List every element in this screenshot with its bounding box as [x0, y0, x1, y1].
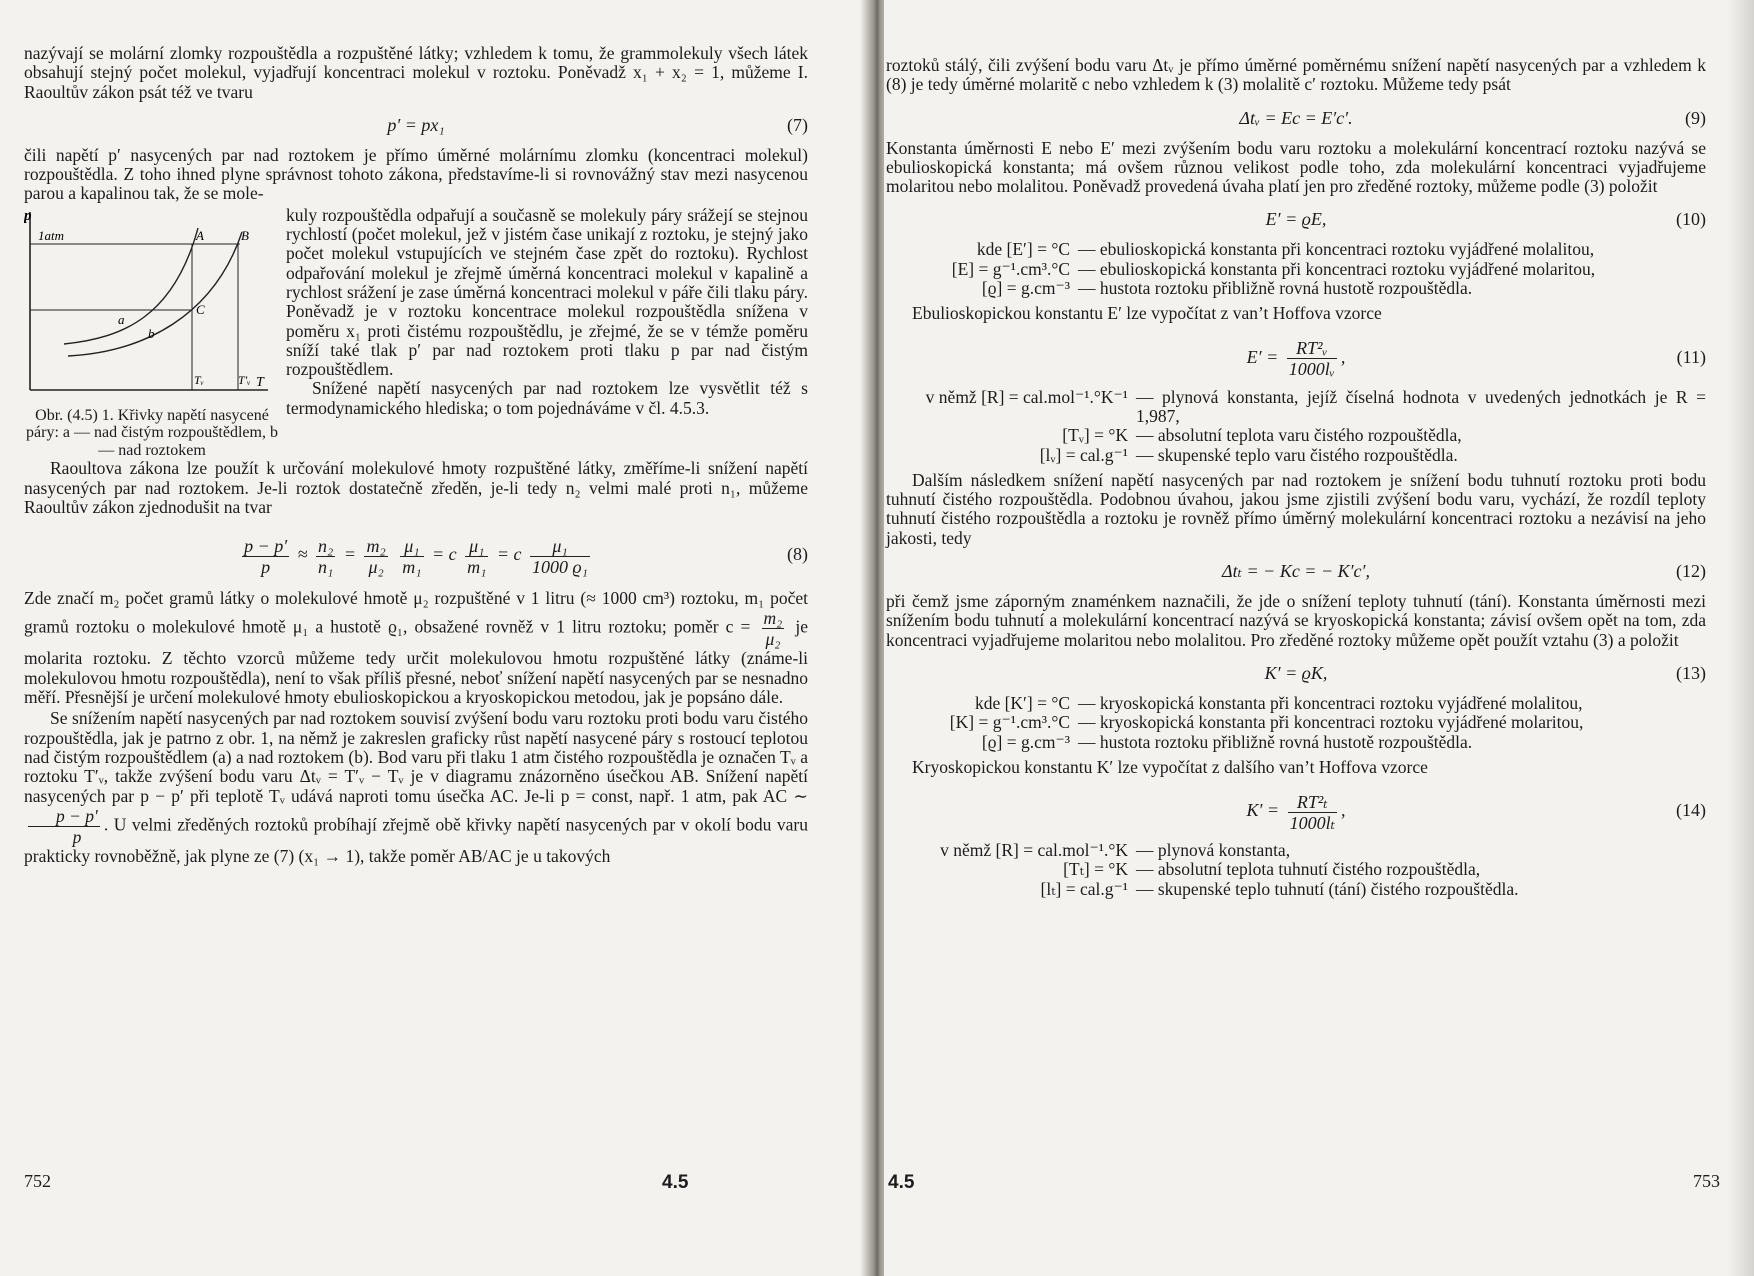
eq8-approx: ≈: [297, 544, 308, 565]
section-label-right: 4.5: [888, 1172, 915, 1193]
def13-key-3: [ϱ] = g.cm⁻³: [981, 731, 1070, 752]
right-para-4: Dalším následkem snížení napětí nasycených par nad roztokem je snížení bodu tuhnutí roztoku proti bodu tuhnutí čistého rozpouštědla. Podobnou úvahou, jakou jsme zjistili zvýšení bodu varu, vychází, že rozdíl teploty tuhnutí čistého rozpouštědla a roztoku je rovněž přímo úměrný molekulární koncentraci roztoku a nezávisí na jeho jakosti, tedy: [886, 469, 1706, 548]
def14-key-2: [Tₜ] = °K: [1063, 859, 1128, 880]
right-page: [884, 0, 1754, 1276]
eq8-num-2: n₂: [318, 535, 334, 556]
left-para-6-a: Se snížením napětí nasycených par nad roztokem souvisí zvýšení bodu varu roztoku proti bodu varu čistého rozpouštědla, jak je patrno z obr. 1, na němž je zakreslen graficky růst napětí nasycené páry s rostoucí teplotou nad čistým rozpouštědlem (a) a nad roztokem (b). Bod varu při tlaku 1 atm čistého rozpouštědla je označen Tᵥ a roztoku T′ᵥ, takže zvýšení bodu varu Δtᵥ = T′ᵥ − Tᵥ je v diagramu znázorněno úsečkou AB. Snížení napětí nasycených par p − p′ při teplotě Tᵥ udává naproti tomu úsečka AC. Je-li p = const, např. 1 atm, pak AC ∼: [24, 708, 808, 806]
equation-14-number: (14): [1676, 800, 1706, 821]
right-para-2: Konstanta úměrnosti E nebo E′ mezi zvýšením bodu varu roztoku a molekulární koncentrací roztoku nazývá se ebulioskopická konstanta; má ovšem různou velikost podle toho, zda molekulární koncentraci vyjadřujeme molaritou nebo molalitou. Poněvadž provedená úvaha platí jen pro zředěné roztoky, můžeme podle (3) položit: [886, 137, 1706, 197]
eq8-eq-c1: = c: [432, 544, 457, 565]
left-page: [0, 0, 870, 1276]
label-Tv: Tᵥ: [194, 372, 205, 387]
pressure-frac-den: p: [72, 826, 82, 847]
definitions-10: [886, 240, 1706, 298]
def13-value-3: — hustota roztoku přibližně rovná hustotě rozpouštědla.: [1078, 731, 1473, 752]
def14-value-3: — skupenské teplo tuhnutí (tání) čistého rozpouštědla.: [1136, 878, 1519, 899]
equation-9-body: Δtᵥ = Ec = E′c′.: [1239, 107, 1353, 128]
eq8-den-4: m₁: [402, 556, 422, 577]
molarity-frac-num: m₂: [763, 608, 783, 629]
def11-value-1: — plynová konstanta, jejíž číselná hodnota v uvedených jednotkách je R = 1,987,: [1136, 386, 1706, 426]
eq8-num-6: μ₁: [530, 536, 590, 557]
def14-row-2: [886, 860, 1706, 879]
equation-7-number: (7): [787, 114, 808, 135]
equation-13-body: K′ = ϱK,: [1264, 662, 1328, 683]
equation-8: [24, 527, 808, 581]
left-para-1: nazývají se molární zlomky rozpouštědla a rozpuštěné látky; vzhledem k tomu, že grammolekuly všech látek obsahují stejný počet molekul, vyjadřují koncentraci molekul v roztoku. Poněvadž x₁ + x₂ = 1, můžeme I. Raoultův zákon psát též ve tvaru: [24, 43, 808, 102]
eq8-eq-1: =: [343, 544, 356, 565]
page-number-right: 753: [1693, 1171, 1720, 1191]
def11-value-3: — skupenské teplo varu čistého rozpouštědla.: [1136, 444, 1458, 465]
equation-7: [24, 112, 808, 138]
eq8-eq-c2: = c: [496, 544, 522, 565]
curve-b: [68, 232, 242, 356]
def13-row-2: [886, 713, 1706, 732]
left-para-5: [24, 589, 808, 707]
def14-key-1: v němž [R] = cal.mol⁻¹.°K: [940, 840, 1128, 861]
left-para-5-b: je molarita roztoku. Z těchto vzorců můžeme tedy určit molekulovou hmotu rozpuštěné látky (známe-li molekulovou hmotu rozpouštědla), není to však příliš přesné, neboť snížení napětí nasycených par se nesnadno měří. Přesnější je určení molekulové hmoty ebulioskopickou a kryoskopickou metodou, jak je popsáno dále.: [24, 616, 809, 708]
eq11-den: 1000lᵥ: [1288, 359, 1335, 380]
page-number-left: 752: [24, 1171, 51, 1191]
label-a: a: [118, 311, 125, 327]
def10-row-3: [886, 279, 1706, 298]
eq8-den-2: n₁: [318, 556, 334, 577]
def14-key-3: [lₜ] = cal.g⁻¹: [1040, 878, 1128, 899]
equation-12: [886, 558, 1706, 584]
def10-key-2: [E] = g⁻¹.cm³.°C: [951, 258, 1070, 279]
right-para-6: Kryoskopickou konstantu K′ lze vypočítat z dalšího van’t Hoffova vzorce: [912, 756, 1428, 777]
equation-8-number: (8): [787, 544, 808, 565]
def11-row-2: [886, 426, 1706, 445]
def11-row-1: [886, 388, 1706, 427]
def13-row-1: [886, 694, 1706, 713]
def13-value-2: — kryoskopická konstanta při koncentraci roztoku vyjádřené molaritou,: [1078, 712, 1584, 733]
definitions-11: [886, 388, 1706, 465]
eq8-den-6: 1000 ϱ₁: [532, 556, 588, 577]
eq8-den-3: μ₂: [368, 556, 384, 577]
eq14-den: 1000lₜ: [1289, 812, 1336, 833]
right-column: [886, 56, 1706, 899]
left-para-3: Snížené napětí nasycených par nad roztokem lze vysvětlit též s termodynamického hlediska; o tom pojednáváme v čl. 4.5.3.: [286, 378, 808, 418]
definitions-13: [886, 694, 1706, 752]
def14-value-1: — plynová konstanta,: [1136, 840, 1291, 861]
equation-7-body: p′ = px₁: [387, 114, 445, 135]
definitions-14: [886, 841, 1706, 899]
def10-value-2: — ebulioskopická konstanta při koncentraci roztoku vyjádřené molaritou,: [1078, 258, 1596, 279]
eq8-num-1: p − p′: [244, 535, 288, 556]
left-para-5-a: Zde značí m₂ počet gramů látky o molekulové hmotě μ₂ rozpuštěné v 1 litru (≈ 1000 cm³) roztoku, m₁ počet gramů roztoku o molekulové hmotě μ₁ a hustotě ϱ₁, obsažené rovněž v 1 litru roztoku; poměr c =: [24, 588, 808, 637]
equation-9-number: (9): [1685, 107, 1706, 128]
label-A: A: [196, 227, 204, 243]
eq11-frac: [1287, 338, 1337, 379]
left-para-6-b: . U velmi zředěných roztoků probíhají zřejmě obě křivky napětí nasycených par v okolí bodu varu prakticky rovnoběžně, jak plyne ze (7) (x₁ → 1), takže poměr AB/AC je u takových: [24, 814, 808, 866]
label-Tv-prime: T′ᵥ: [238, 372, 251, 387]
equation-11-number: (11): [1676, 346, 1706, 367]
equation-14: K′ = $\frac{\text{RT²ₜ}}{\text{1000lₜ}}$ , (14): [886, 787, 1706, 833]
right-para-1: roztoků stálý, čili zvýšení bodu varu Δtᵥ je přímo úměrné poměrnému snížení napětí nasycených par a vzhledem k (8) je tedy úměrné molaritě c nebo vzhledem k (3) molalitě c′ roztoku. Můžeme tedy psát: [886, 55, 1706, 95]
page-edge-shadow: [1728, 0, 1754, 1276]
eq8-frac-4: [400, 536, 423, 577]
figure-side-text: [286, 206, 808, 460]
def10-value-3: — hustota roztoku přibližně rovná hustotě rozpouštědla.: [1078, 278, 1473, 299]
equation-9: [886, 105, 1706, 131]
def11-key-2: [Tᵥ] = °K: [1062, 425, 1128, 446]
equation-13: [886, 660, 1706, 686]
right-para-5: při čemž jsme záporným znaménkem naznačili, že jde o snížení teploty tuhnutí (tání). Konstanta úměrnosti mezi snížením bodu tuhnutí a molekulární koncentrací nazývá se kryoskopická konstanta; závisí ovšem opět na tom, zda koncentraci vyjadřujeme molaritou nebo molalitou. Pro zředěné roztoky můžeme opět použít vztahu (3) a položit: [886, 591, 1706, 650]
right-para-3: Ebulioskopickou konstantu E′ lze vypočítat z van’t Hoffova vzorce: [912, 303, 1382, 324]
def13-key-2: [K] = g⁻¹.cm³.°C: [949, 712, 1070, 733]
equation-11: E′ = $\frac{\text{RT²ᵥ}}{\text{1000lᵥ}}$ , (11): [886, 334, 1706, 380]
def10-row-1: [886, 240, 1706, 259]
label-T: T: [256, 374, 264, 390]
def10-row-2: [886, 260, 1706, 279]
def10-value-1: — ebulioskopická konstanta při koncentraci roztoku vyjádřené molalitou,: [1078, 239, 1595, 260]
eq8-frac-3: [364, 536, 387, 577]
def14-row-3: [886, 880, 1706, 899]
molarity-frac-den: μ₂: [765, 629, 781, 650]
eq14-frac: [1288, 792, 1337, 833]
left-para-2: čili napětí p′ nasycených par nad roztokem je přímo úměrné molárnímu zlomku (koncentraci molekul) rozpouštědla. Z toho ihned plyne správnost tohoto zákona, představíme-li si rovnovážný stav mezi nasycenou parou a kapalinou tak, že se mole-: [24, 144, 808, 204]
label-C: C: [196, 301, 205, 317]
def10-key-1: kde [E′] = °C: [976, 239, 1070, 260]
eq8-frac-1: [242, 536, 289, 577]
section-label-left: 4.5: [662, 1172, 689, 1193]
def11-row-3: [886, 446, 1706, 465]
figure-1: [24, 206, 286, 460]
curve-a: [64, 228, 198, 344]
equation-10: [886, 206, 1706, 232]
eq14-num: RT²ₜ: [1288, 792, 1337, 813]
molarity-frac: [762, 608, 785, 649]
figure-block: [24, 206, 808, 460]
def11-key-3: [lᵥ] = cal.g⁻¹: [1039, 444, 1128, 465]
def14-value-2: — absolutní teplota tuhnutí čistého rozpouštědla,: [1136, 859, 1481, 880]
equation-10-number: (10): [1676, 209, 1706, 230]
pressure-frac-num: p − p′: [28, 806, 100, 827]
eq8-frac-6: [530, 536, 590, 577]
def13-row-3: [886, 733, 1706, 752]
label-b: b: [148, 325, 155, 341]
def13-value-1: — kryoskopická konstanta při koncentraci roztoku vyjádřené molalitou,: [1078, 692, 1583, 713]
eq8-num-4: μ₁: [400, 536, 423, 557]
left-para-4: Raoultova zákona lze použít k určování molekulové hmoty rozpuštěné látky, změříme-li snížení napětí nasycených par nad roztokem. Je-li roztok dostatečně zředěn, je-li tedy n₂ velmi malé proti n₁, můžeme Raoultův zákon zjednodušit na tvar: [24, 458, 808, 517]
label-B: B: [241, 227, 249, 243]
def11-value-2: — absolutní teplota varu čistého rozpouštědla,: [1136, 425, 1462, 446]
eq8-num-3: m₂: [366, 535, 386, 556]
def14-row-1: [886, 841, 1706, 860]
eq14-lhs: K′ =: [1246, 800, 1280, 821]
def13-key-1: kde [K′] = °C: [974, 692, 1070, 713]
equation-12-number: (12): [1676, 561, 1706, 582]
label-1atm: 1atm: [38, 227, 64, 243]
equation-13-number: (13): [1676, 662, 1706, 683]
left-para-6: [24, 709, 808, 866]
eq8-den-5: m₁: [467, 556, 487, 577]
figure-caption: Obr. (4.5) 1. Křivky napětí nasycené páry: a — nad čistým rozpouštědlem, b — nad roztokem: [26, 406, 278, 459]
eq8-num-5: μ₁: [465, 536, 488, 557]
pressure-frac: [28, 806, 100, 847]
equation-10-body: E′ = ϱE,: [1265, 209, 1327, 230]
left-para-2-cont: kuly rozpouštědla odpařují a současně se molekuly páry srážejí se stejnou rychlostí (počet molekul, jež v jistém čase unikají z roztoku, je stejný jako počet molekul vstupujících ve stejném čase zpět do roztoku). Rychlost odpařování molekul je zřejmě úměrná koncentraci molekul v kapalině a rychlost srážení je zase úměrná koncentraci molekul v páře čili tlaku páry. Poněvadž je v roztoku koncentrace molekul rozpouštědla snížena v poměru x₁ proti čistému rozpouštědlu, je zřejmé, že se v témže poměru sníží také tlak p′ par nad roztokem proti tlaku p par nad čistým rozpouštědlem.: [286, 204, 808, 380]
eq11-num: RT²ᵥ: [1287, 338, 1337, 359]
eq8-frac-5: [465, 536, 488, 577]
vapor-pressure-diagram: [24, 206, 274, 398]
label-p: p: [24, 207, 32, 224]
eq8-den-1: p: [261, 556, 271, 577]
eq8-frac-2: [316, 536, 335, 577]
equation-12-body: Δtₜ = − Kc = − K′c′,: [1222, 561, 1370, 582]
def11-key-1: v němž [R] = cal.mol⁻¹.°K⁻¹: [925, 386, 1128, 407]
eq11-lhs: E′ =: [1246, 346, 1279, 367]
def10-key-3: [ϱ] = g.cm⁻³: [981, 278, 1070, 299]
